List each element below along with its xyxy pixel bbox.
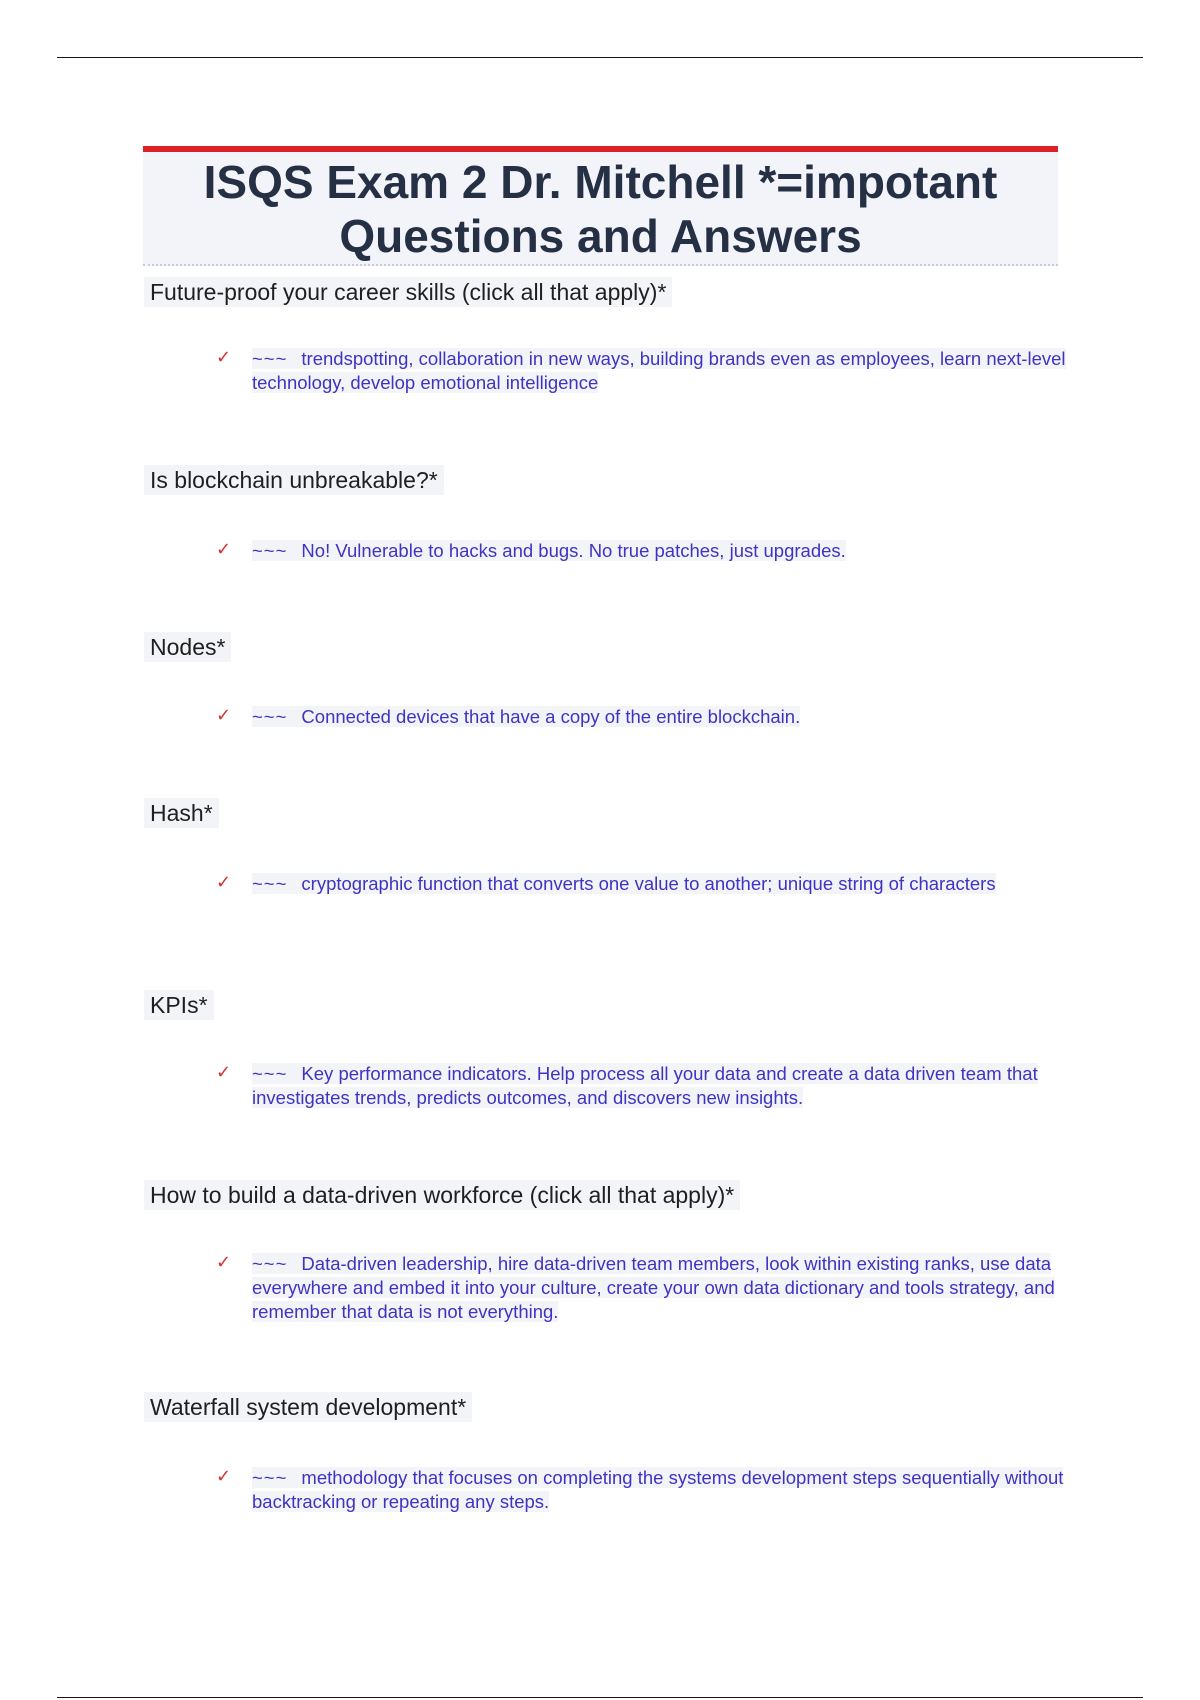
answer-text: Key performance indicators. Help process all your data and create a data driven team that investigates trends, predicts outcomes, and discovers new insights.	[252, 1063, 1038, 1108]
answer-text: Connected devices that have a copy of the entire blockchain.	[301, 706, 801, 727]
page-title-line-1: ISQS Exam 2 Dr. Mitchell *=impotant	[203, 156, 998, 208]
answer-body	[252, 347, 1068, 395]
answer-prefix: ~~~	[252, 706, 288, 727]
check-icon: ✓	[216, 1062, 232, 1083]
answer-text: methodology that focuses on completing the systems development steps sequentially without backtracking or repeating any steps.	[252, 1467, 1064, 1512]
answer-text: No! Vulnerable to hacks and bugs. No true patches, just upgrades.	[301, 540, 846, 561]
answer-body	[252, 1252, 1068, 1324]
answer-text: cryptographic function that converts one value to another; unique string of characters	[301, 873, 996, 894]
question-text: Nodes*	[144, 632, 231, 662]
question-text: Waterfall system development*	[144, 1392, 472, 1422]
answer-body	[252, 539, 1068, 563]
answer-body	[252, 1062, 1068, 1110]
question-5	[146, 991, 214, 1019]
title-block	[143, 146, 1058, 266]
check-icon: ✓	[216, 705, 232, 726]
answer-prefix: ~~~	[252, 1467, 288, 1488]
answer-body	[252, 705, 1068, 729]
question-6	[146, 1181, 740, 1209]
answer-prefix: ~~~	[252, 348, 288, 369]
question-1	[146, 278, 672, 306]
header-rule	[57, 57, 1143, 58]
check-icon: ✓	[216, 1252, 232, 1273]
check-icon: ✓	[216, 872, 232, 893]
answer-text: Data-driven leadership, hire data-driven team members, look within existing ranks, use data everywhere and embed it into your culture, create your own data dictionary and tools strategy, and remember that data is not everything.	[252, 1253, 1055, 1322]
answer-prefix: ~~~	[252, 873, 288, 894]
footer-rule	[57, 1697, 1143, 1698]
question-7	[146, 1393, 472, 1421]
question-text: Hash*	[144, 798, 219, 828]
answer-prefix: ~~~	[252, 1253, 288, 1274]
question-text: KPIs*	[144, 990, 214, 1020]
question-text: Is blockchain unbreakable?*	[144, 465, 444, 495]
question-text: How to build a data-driven workforce (click all that apply)*	[144, 1180, 740, 1210]
check-icon: ✓	[216, 1466, 232, 1487]
answer-body	[252, 1466, 1068, 1514]
answer-prefix: ~~~	[252, 1063, 288, 1084]
check-icon: ✓	[216, 347, 232, 368]
answer-prefix: ~~~	[252, 540, 288, 561]
question-2	[146, 466, 444, 494]
check-icon: ✓	[216, 539, 232, 560]
answer-body	[252, 872, 1068, 896]
page-title-line-2: Questions and Answers	[339, 210, 862, 262]
question-3	[146, 633, 231, 661]
answer-text: trendspotting, collaboration in new ways, building brands even as employees, learn next-level technology, develop emotional intelligence	[252, 348, 1066, 393]
question-text: Future-proof your career skills (click all that apply)*	[144, 277, 672, 307]
question-4	[146, 799, 219, 827]
